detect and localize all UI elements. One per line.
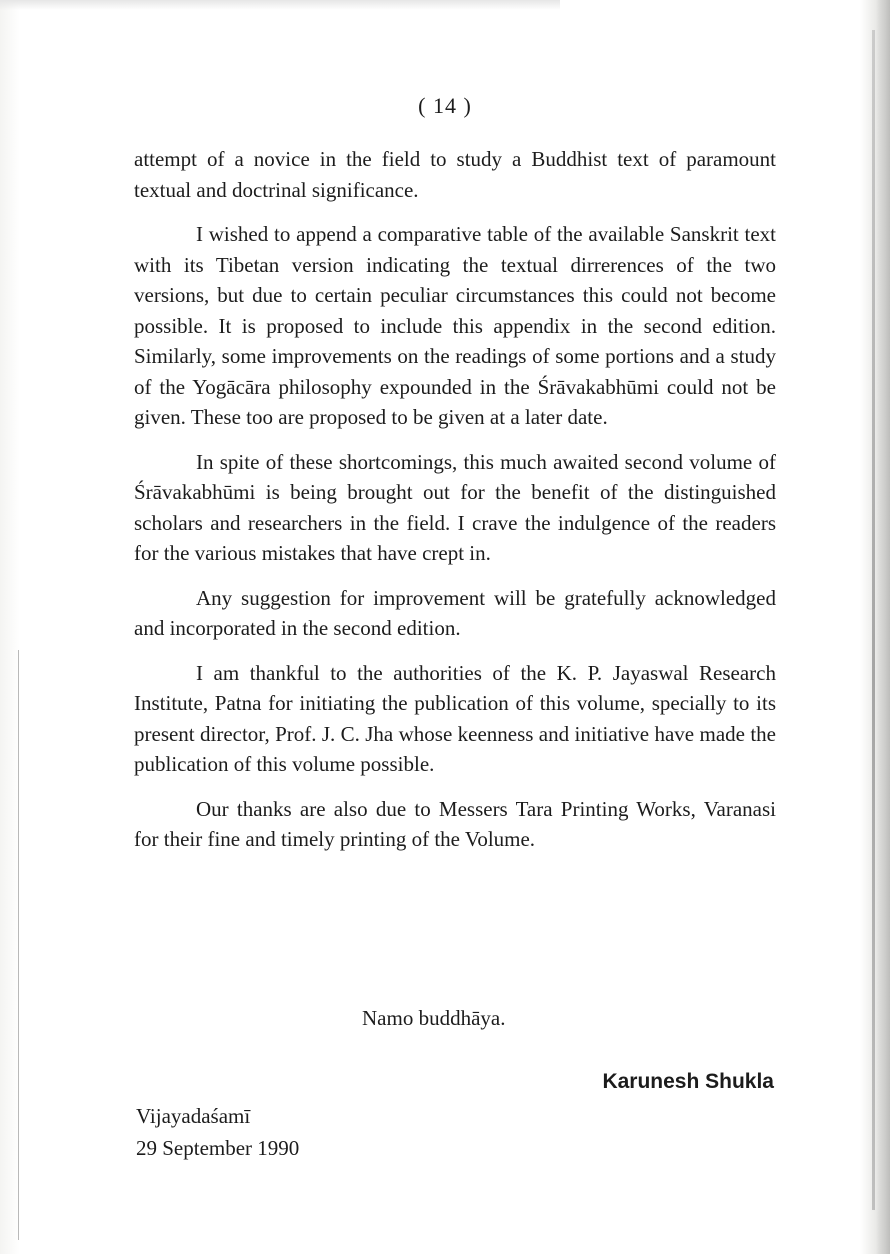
paragraph-shortcomings: In spite of these shortcomings, this much awaited second volume of Śrāvakabhūmi is being brought out for the benefit of the distinguished scholars and researchers in the field. I crave the indulgence of the readers for the various mistakes that have crept in. (134, 449, 776, 565)
binding-shadow (872, 30, 875, 1210)
place-date-block (136, 1100, 299, 1164)
paragraph-suggestions: Any suggestion for improvement will be gratefully acknowledged and incorporated in the second edition. (134, 585, 776, 640)
closing-salutation: Namo buddhāya. (362, 1006, 506, 1030)
date-line: 29 September 1990 (136, 1136, 300, 1160)
paragraph-comparative-table: I wished to append a comparative table of the available Sanskrit text with its Tibetan version indicating the textual dirrerences of the two versions, but due to certain peculiar circumstances this could not become possible. It is proposed to include this appendix in the second edition. Similarly, some improvements on the readings of some portions and a study of the Yogācāra philosophy expounded in the Śrāvakabhūmi could not be given. These too are proposed to be given at a later date. (134, 222, 776, 429)
place-line: Vijayadaśamī (136, 1104, 251, 1128)
body-text (134, 144, 776, 869)
paragraph-thanks-institute: I am thankful to the authorities of the K. P. Jayaswal Research Institute, Patna for initiating the publication of this volume, specially to its present director, Prof. J. C. Jha whose keenness and initiative have made the publication of this volume possible. (134, 660, 776, 776)
page-edge (876, 0, 890, 1254)
paragraph-thanks-printers: Our thanks are also due to Messers Tara Printing Works, Varanasi for their fine and timely printing of the Volume. (134, 796, 776, 851)
author-signature: Karunesh Shukla (602, 1070, 774, 1093)
page-number: ( 14 ) (418, 93, 472, 118)
scan-edge-line (18, 650, 19, 1240)
paragraph-continuation: attempt of a novice in the field to study a Buddhist text of paramount textual and doctrinal significance. (134, 147, 776, 202)
scan-smudge (0, 0, 560, 10)
